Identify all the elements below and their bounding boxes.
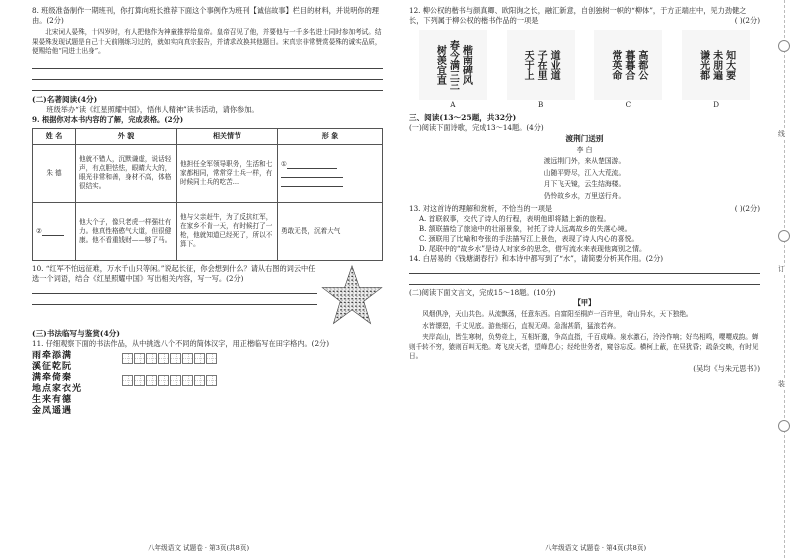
q14-prompt: 14. 白居易的《钱塘湖春行》和本诗中都写到了“水”，请简要分析其作用。(2分) [409, 254, 664, 263]
blank-label: ① [281, 159, 287, 168]
q8-passage: 北宋词人晏殊，十四岁时，有人把他作为神童推荐给皇帝。皇帝召见了他，并要他与一千多名进士同时参加考试。结果晏殊发现试题是自己十天前刚练习过的，就如实向真宗报告，并请求改换其他题目。宋真宗非常赞赏晏殊的诚实品质，便赐给他“同进士出身”。 [32, 28, 382, 55]
cell-plot: 他担任全军领导职务，生活和七家都相同，常常穿士兵一样，有时候同士兵的吃苦... [177, 144, 278, 202]
option-a[interactable] [419, 30, 487, 110]
gutter-label: 线 [778, 130, 785, 138]
calligraphy-image: 天于上 子在里 道业道 [507, 30, 575, 100]
tianzige-cell[interactable] [158, 375, 169, 386]
q12-options [409, 30, 760, 110]
option-b[interactable] [507, 30, 575, 110]
calligraphy-line: 雨牵添满 [32, 350, 73, 361]
passage-label: 【甲】 [573, 298, 596, 307]
calligraphy-image: 谦光都 未朋遍 知大要 [682, 30, 750, 100]
tianzige-cell[interactable] [170, 353, 181, 364]
calligraphy-line: 生来有德 [32, 394, 73, 405]
calligraphy-line: 溪征乾阮 [32, 361, 73, 372]
tianzige-cell[interactable] [182, 375, 193, 386]
poem-line: 山随平野尽，江入大荒流。 [543, 168, 626, 177]
answer-line[interactable] [32, 59, 383, 69]
cut-line [784, 0, 785, 558]
punch-hole [778, 420, 790, 432]
tianzige-cell[interactable] [206, 353, 217, 364]
calligraphy-sample [32, 351, 82, 417]
answer-line[interactable] [32, 70, 383, 80]
calligraphy-line: 金凤遥遇 [32, 405, 73, 416]
punch-hole [778, 40, 790, 52]
option-label: C [625, 100, 632, 109]
right-page [397, 0, 794, 558]
page-footer: 八年级语文 试题卷 · 第3页(共8页) [147, 544, 250, 552]
option-label: B [537, 100, 544, 109]
choice-b[interactable]: B. 颔联描绘了旅途中的壮丽景象，衬托了诗人远离故乡的失落心境。 [419, 225, 632, 233]
q10-prompt: 10. “红军不怕远征难，万水千山只等闲。”说起长征，你会想到什么？请从右图的词云中任选一个词语，结合《红星照耀中国》写出相关内容，写一写。(2分) [32, 263, 316, 283]
calligraphy-line: 地点家衣光 [32, 383, 83, 394]
table-header: 姓 名 [33, 128, 76, 144]
q13-prompt: 13. 对这首诗的理解和赏析，不恰当的一项是 ( )(2分) [409, 204, 760, 213]
cell-name-blank[interactable] [33, 202, 76, 260]
tianzige-cell[interactable] [134, 353, 145, 364]
prose-paragraph: 水皆缥碧，千丈见底。游鱼细石，直视无碍。急湍甚箭，猛浪若奔。 [422, 321, 620, 330]
blank-label: ② [36, 226, 42, 235]
choice-a[interactable]: A. 首联叙事，交代了诗人的行程，表明他即将踏上新的旅程。 [419, 215, 611, 223]
answer-line[interactable] [32, 284, 317, 294]
cell-look: 他大个子，像只老虎一样强壮有力。他真性格憨气大道，但很健康。他不看重钱财——够了马。 [76, 202, 177, 260]
tianzige-cell[interactable] [146, 353, 157, 364]
answer-line[interactable] [409, 275, 760, 285]
q8-prompt: 8. 班级准备制作一期班刊，你打算向班长推荐下面这个事例作为班刊【诚信故事】栏目的材料，并说明你的理由。(2分) [32, 6, 379, 25]
cell-look: 他就不错人，沉默谦虚，说话轻声，有点胆怯怯，眼睛大大的，眼光非常和善，身材不高，体格很结实。 [76, 144, 177, 202]
gutter-label: 订 [778, 265, 785, 273]
passage-source: (吴均《与朱元思书》) [693, 363, 760, 373]
poem-line: 月下飞天镜，云生结海楼。 [543, 180, 626, 188]
punch-hole [778, 230, 790, 242]
option-c[interactable] [594, 30, 662, 110]
tianzige-cell[interactable] [158, 353, 169, 364]
tianzige-cell[interactable] [206, 375, 217, 386]
gutter-label: 装 [778, 380, 785, 388]
subsection-heading: (一)阅读下面诗歌，完成13～14题。(4分) [409, 123, 544, 132]
answer-line[interactable] [32, 295, 317, 305]
q11-prompt: 11. 仔细观察下面的书法作品，从中挑选八个不同的简体汉字，用正楷临写在田字格内。(2分) [32, 338, 330, 348]
answer-blank[interactable] [281, 178, 343, 187]
option-label: D [713, 100, 719, 109]
prose-paragraph: 夹岸高山，皆生寒树，负势竞上，互相轩邈，争高直指，千百成峰。泉水激石，泠泠作响；好鸟相鸣，嘤嘤成韵。蝉则千转不穷，猿则百叫无绝。鸢飞戾天者，望峰息心；经纶世务者，窥谷忘反。横柯上蔽，在昼犹昏；疏条交映，有时见日。 [409, 333, 759, 360]
section-intro: 班级举办“读《红星照耀中国》，悟伟人精神”读书活动，请你参加。 [46, 104, 259, 114]
answer-blank[interactable] [42, 227, 64, 236]
calligraphy-line: 满牵倚秦 [32, 372, 73, 383]
choice-d[interactable]: D. 尾联中的“故乡水”是诗人对家乡的思念，借写流水来表现他离别之情。 [419, 245, 646, 253]
answer-blank[interactable] [287, 160, 337, 169]
tianzige-grid[interactable] [122, 353, 218, 386]
subsection-heading: (二)阅读下面文言文，完成15～18题。(10分) [409, 288, 556, 297]
answer-line[interactable] [32, 81, 383, 91]
tianzige-cell[interactable] [146, 375, 157, 386]
section-heading: (三)书法临写与鉴赏(4分) [32, 328, 120, 338]
choice-c[interactable]: C. 颈联用了比喻和夸张的手法描写江上景色，表现了诗人内心的喜悦。 [419, 235, 639, 243]
page-footer: 八年级语文 试题卷 · 第4页(共8页) [544, 544, 647, 552]
table-header: 外 貌 [76, 128, 177, 144]
q12-prompt: 12. 柳公权的楷书与颜真卿、欧阳询之长，融汇新意，自创独树一帜的“柳体”，于方正端庄中，见力劲健之长，下列属于柳公权的楷书作品的一项是 ( )(2分) [409, 6, 760, 25]
tianzige-cell[interactable] [170, 375, 181, 386]
table-header: 形 象 [278, 128, 383, 144]
tianzige-cell[interactable] [194, 353, 205, 364]
q9-table [32, 128, 383, 261]
tianzige-cell[interactable] [182, 353, 193, 364]
tianzige-cell[interactable] [194, 375, 205, 386]
poem-line: 仍怜故乡水，万里送行舟。 [543, 191, 626, 200]
cell-trait: 勇敢无畏，沉着大气 [278, 202, 383, 260]
binding-gutter [775, 0, 794, 558]
prose-paragraph: 风烟俱净，天山共色。从流飘荡，任意东西。自富阳至桐庐一百许里，奇山异水，天下独绝。 [422, 310, 693, 318]
cell-trait-blank[interactable] [278, 144, 383, 202]
calligraphy-image: 树羡宜直 春今满三三 楷南碑风 [419, 30, 487, 100]
cell-name: 朱 德 [33, 144, 76, 202]
option-label: A [450, 100, 456, 109]
option-d[interactable] [682, 30, 750, 110]
calligraphy-image: 常英命 暮暮合 高都公 [594, 30, 662, 100]
poem-line: 渡远荆门外，来从楚国游。 [543, 157, 626, 165]
section-heading: (二)名著阅读(4分) [32, 94, 98, 104]
section-heading: 三、阅读(13～25题，共32分) [409, 113, 517, 122]
table-header: 相关情节 [177, 128, 278, 144]
tianzige-cell[interactable] [122, 353, 133, 364]
poem-author: 李 白 [576, 145, 593, 154]
answer-line[interactable] [409, 264, 760, 274]
answer-blank[interactable] [281, 169, 343, 178]
cell-plot: 他与父亲赶牛，为了反抗红军，在家乡不肯一天，有时候打了一枪，他就知道已经死了，所以不算下。 [177, 202, 278, 260]
word-cloud-star-image [321, 264, 383, 326]
q9-prompt: 9. 根据你对本书内容的了解，完成表格。(2分) [32, 114, 184, 124]
tianzige-cell[interactable] [122, 375, 133, 386]
poem-title: 渡荆门送别 [565, 134, 604, 143]
tianzige-cell[interactable] [134, 375, 145, 386]
